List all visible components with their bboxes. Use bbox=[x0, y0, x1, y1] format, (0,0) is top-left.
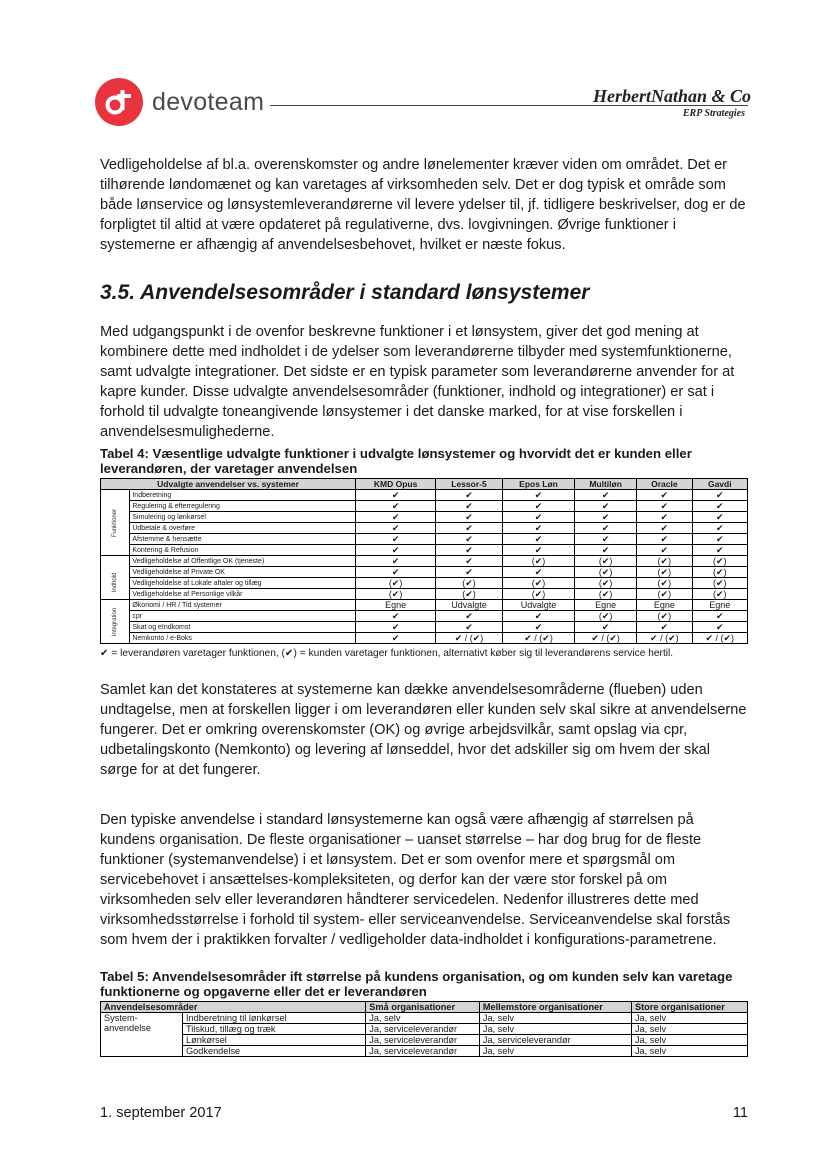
table5-caption: Tabel 5: Anvendelsesområder ift størrelse på kundens organisation, og om kunden selv kan varetage funktionerne og opgaverne eller det er leverandøren bbox=[100, 969, 733, 999]
table5-row bbox=[101, 1035, 748, 1046]
table4-cell: ✔ bbox=[356, 523, 436, 534]
table4-cell: (✔) bbox=[575, 589, 637, 600]
table4-cell: ✔ bbox=[356, 490, 436, 501]
table4-cell: ✔ bbox=[502, 523, 574, 534]
table4-cell: (✔) bbox=[692, 556, 747, 567]
table5-header: Anvendelsesområder bbox=[101, 1002, 366, 1013]
table4-cell: ✔ bbox=[575, 501, 637, 512]
table4-row-label: Kontering & Refusion bbox=[130, 545, 356, 556]
table4-cell: ✔ bbox=[436, 611, 503, 622]
section-heading: 3.5. Anvendelsesområder i standard lønsystemer bbox=[100, 281, 590, 304]
table4-cell: (✔) bbox=[637, 589, 692, 600]
table4-cell: ✔ bbox=[692, 512, 747, 523]
table4-header: Lessor-5 bbox=[436, 479, 503, 490]
table4-row-label: cpr bbox=[130, 611, 356, 622]
table4-cell: (✔) bbox=[502, 556, 574, 567]
table5-header: Små organisationer bbox=[366, 1002, 480, 1013]
table4-group-label: Funktioner bbox=[101, 490, 130, 556]
table4-cell: ✔ bbox=[502, 490, 574, 501]
table4-header: Oracle bbox=[637, 479, 692, 490]
table4-cell: ✔ bbox=[356, 556, 436, 567]
table4-cell: ✔ bbox=[436, 622, 503, 633]
table4-header: KMD Opus bbox=[356, 479, 436, 490]
table4-cell: ✔ bbox=[436, 501, 503, 512]
table4-row bbox=[101, 512, 748, 523]
table4-row bbox=[101, 567, 748, 578]
table4-row bbox=[101, 611, 748, 622]
table5-cell: Ja, selv bbox=[479, 1013, 631, 1024]
table4-cell: ✔ bbox=[436, 534, 503, 545]
table5-group-label: System-anvendelse bbox=[101, 1013, 183, 1057]
table4-cell: Egne bbox=[637, 600, 692, 611]
table4-cell: ✔ bbox=[436, 490, 503, 501]
table5-row-label: Tilskud, tillæg og træk bbox=[183, 1024, 366, 1035]
table4-row-label: Simulering og lønkørsel bbox=[130, 512, 356, 523]
table4-cell: (✔) bbox=[637, 556, 692, 567]
table4-cell: ✔ bbox=[692, 490, 747, 501]
table4-cell: ✔ bbox=[436, 545, 503, 556]
table4-cell: (✔) bbox=[692, 589, 747, 600]
table5-cell: Ja, serviceleverandør bbox=[366, 1024, 480, 1035]
table4-cell: (✔) bbox=[692, 578, 747, 589]
table5-row bbox=[101, 1046, 748, 1057]
table4-cell: ✔ bbox=[502, 534, 574, 545]
table4-cell: ✔ bbox=[637, 512, 692, 523]
table5-header-row bbox=[101, 1002, 748, 1013]
table4-cell: (✔) bbox=[575, 578, 637, 589]
table4-header: Multiløn bbox=[575, 479, 637, 490]
devoteam-logo-text: devoteam bbox=[152, 88, 265, 116]
table4-cell: ✔ bbox=[436, 512, 503, 523]
table4-row bbox=[101, 589, 748, 600]
table5-row-label: Indberetning til lønkørsel bbox=[183, 1013, 366, 1024]
table4-cell: ✔ bbox=[637, 622, 692, 633]
table4-header-row bbox=[101, 479, 748, 490]
partner-tagline: ERP Strategies bbox=[682, 108, 745, 119]
table4-row bbox=[101, 633, 748, 644]
table5-cell: Ja, selv bbox=[631, 1024, 747, 1035]
table4-cell: ✔ bbox=[356, 611, 436, 622]
table4-cell: ✔ bbox=[575, 512, 637, 523]
table4-cell: Egne bbox=[356, 600, 436, 611]
table4-cell: (✔) bbox=[436, 589, 503, 600]
devoteam-logo-icon bbox=[95, 78, 143, 126]
table4-row-label: Vedligeholdelse af Lokale aftaler og tillæg bbox=[130, 578, 356, 589]
table4-cell: ✔ bbox=[356, 567, 436, 578]
table5-cell: Ja, serviceleverandør bbox=[366, 1046, 480, 1057]
table4-cell: ✔ / (✔) bbox=[575, 633, 637, 644]
table5-cell: Ja, selv bbox=[479, 1046, 631, 1057]
table4-cell: ✔ bbox=[692, 622, 747, 633]
table4-cell: (✔) bbox=[637, 578, 692, 589]
table4-cell: ✔ bbox=[502, 567, 574, 578]
table4-cell: Egne bbox=[575, 600, 637, 611]
paragraph-usage: Med udgangspunkt i de ovenfor beskrevne funktioner i et lønsystem, giver det god mening at kombinere dette med indholdet i de ydelser som leverandørerne tilbyder med systemfunktionerne, samt udvalgte integrationer. Det sidste er en typisk parameter som leverandørerne anvender for at kapre kunder. Disse udvalgte anvendelsesområder (funktioner, indhold og integrationer) er sat i forhold til udvalgte toneangivende lønsystemer i det danske marked, for at vise forskellen i anvendelsesmulighederne. bbox=[100, 324, 735, 440]
table4-cell: ✔ bbox=[575, 490, 637, 501]
table5-cell: Ja, serviceleverandør bbox=[366, 1035, 480, 1046]
table5-header: Mellemstore organisationer bbox=[479, 1002, 631, 1013]
table4-cell: ✔ bbox=[502, 501, 574, 512]
table4-cell: ✔ bbox=[692, 545, 747, 556]
table4-cell: ✔ bbox=[575, 534, 637, 545]
table4-cell: ✔ bbox=[436, 556, 503, 567]
table4-header: Gavdi bbox=[692, 479, 747, 490]
table4-cell: ✔ bbox=[637, 501, 692, 512]
table4-cell: (✔) bbox=[692, 567, 747, 578]
table4-cell: ✔ bbox=[502, 611, 574, 622]
table4-cell: ✔ bbox=[637, 523, 692, 534]
table4-cell: Udvalgte bbox=[502, 600, 574, 611]
table4-row-label: Afstemme & hensætte bbox=[130, 534, 356, 545]
table5 bbox=[100, 1001, 748, 1057]
table5-cell: Ja, serviceleverandør bbox=[479, 1035, 631, 1046]
table4-cell: ✔ bbox=[575, 523, 637, 534]
table4-row bbox=[101, 556, 748, 567]
table4-cell: (✔) bbox=[575, 611, 637, 622]
table4 bbox=[100, 478, 748, 644]
table5-row-label: Godkendelse bbox=[183, 1046, 366, 1057]
table4-cell: ✔ / (✔) bbox=[502, 633, 574, 644]
table4-cell: ✔ bbox=[692, 611, 747, 622]
table4-row bbox=[101, 545, 748, 556]
table4-row-label: Indberetning bbox=[130, 490, 356, 501]
table4-row-label: Vedligeholdelse af Private OK bbox=[130, 567, 356, 578]
table4-row-label: Økonomi / HR / Tid systemer bbox=[130, 600, 356, 611]
paragraph-org-size: Den typiske anvendelse i standard lønsystemerne kan også være afhængig af størrelsen på kundens organisation. De fleste organisationer – uanset størrelse – har dog brug for de fleste funktioner (systemanvendelse) i et lønsystem. Det er som ovenfor mere et spørgsmål om servicebehovet i ansættelses-kompleksiteten, og derfor kan der være stor forskel på om virksomheden selv eller leverandøren håndterer servicedelen. Nedenfor illustreres dette med virksomhedsstørrelse i forhold til system- eller serviceanvendelse. Serviceanvendelse skal forstås som hvem der i praktikken forvalter / vedligeholder data-indholdet i konfigurations-parametrene. bbox=[100, 812, 731, 948]
table4-cell: ✔ / (✔) bbox=[692, 633, 747, 644]
table4-cell: ✔ bbox=[692, 534, 747, 545]
table4-row bbox=[101, 622, 748, 633]
table4-cell: ✔ bbox=[436, 523, 503, 534]
table4-row bbox=[101, 490, 748, 501]
paragraph-conclusion: Samlet kan det konstateres at systemerne kan dække anvendelsesområderne (flueben) uden undtagelse, men at forskellen ligger i om leverandøren eller kunden selv skal sikre at anvendelserne fungerer. Det er omkring overenskomster (OK) og øvrige arbejdsvilkår, samt opslag via cpr, udbetalingskonto (Nemkonto) og levering af lønseddel, hvor det adskiller sig om hvem der skal sørge for at det fungerer. bbox=[100, 682, 747, 778]
table4-cell: ✔ bbox=[356, 545, 436, 556]
table5-row-label: Lønkørsel bbox=[183, 1035, 366, 1046]
table4-cell: ✔ bbox=[575, 622, 637, 633]
table4-cell: ✔ bbox=[356, 501, 436, 512]
partner-logo: HerbertNathan & Co bbox=[592, 86, 751, 106]
paragraph-intro: Vedligeholdelse af bl.a. overenskomster og andre lønelementer kræver viden om området. Det er tilhørende løndomænet og kan varetages af virksomheden selv. Det er dog typisk et område som både lønservice og lønsystemleverandørerne vil levere ydelser til, jf. tidligere beskrivelser, dog er de forpligtet til altid at være opdateret på regulativerne, dvs. lovgivningen. Øvrige funktioner i systemerne er afhængig af anvendelsesbehovet, hvilket er næste fokus. bbox=[100, 157, 746, 253]
table4-cell: ✔ bbox=[502, 622, 574, 633]
table4-cell: ✔ bbox=[356, 633, 436, 644]
table4-cell: ✔ bbox=[436, 567, 503, 578]
table4-cell: (✔) bbox=[502, 578, 574, 589]
table4-cell: Egne bbox=[692, 600, 747, 611]
table5-cell: Ja, selv bbox=[479, 1024, 631, 1035]
table4-row bbox=[101, 578, 748, 589]
table4-cell: ✔ / (✔) bbox=[436, 633, 503, 644]
table5-row bbox=[101, 1024, 748, 1035]
table5-cell: Ja, selv bbox=[631, 1035, 747, 1046]
table4-cell: ✔ bbox=[356, 512, 436, 523]
table4-cell: ✔ bbox=[637, 534, 692, 545]
table4-row bbox=[101, 534, 748, 545]
table4-cell: ✔ bbox=[692, 523, 747, 534]
table4-row-label: Vedligeholdelse af Offentlige OK (tjeneste) bbox=[130, 556, 356, 567]
table4-row bbox=[101, 523, 748, 534]
table4-cell: Udvalgte bbox=[436, 600, 503, 611]
table4-cell: (✔) bbox=[575, 556, 637, 567]
table4-cell: (✔) bbox=[637, 567, 692, 578]
table5-cell: Ja, selv bbox=[366, 1013, 480, 1024]
table5-cell: Ja, selv bbox=[631, 1046, 747, 1057]
table4-row-label: Skat og eIndkomst bbox=[130, 622, 356, 633]
table4-cell: ✔ bbox=[502, 545, 574, 556]
table4-cell: (✔) bbox=[637, 611, 692, 622]
table4-cell: ✔ bbox=[356, 622, 436, 633]
table4-cell: ✔ bbox=[692, 501, 747, 512]
table4-row bbox=[101, 501, 748, 512]
page-number: 11 bbox=[732, 1105, 748, 1121]
table4-cell: ✔ bbox=[502, 512, 574, 523]
table4-caption: Tabel 4: Væsentlige udvalgte funktioner i udvalgte lønsystemer og hvorvidt det er kunden eller leverandøren, der varetager anvendelsen bbox=[100, 446, 692, 476]
table4-row-label: Udbetale & overføre bbox=[130, 523, 356, 534]
footer-date: 1. september 2017 bbox=[100, 1105, 222, 1121]
table5-header: Store organisationer bbox=[631, 1002, 747, 1013]
table4-cell: ✔ bbox=[356, 534, 436, 545]
table4-cell: (✔) bbox=[356, 578, 436, 589]
table5-cell: Ja, selv bbox=[631, 1013, 747, 1024]
table4-cell: ✔ bbox=[575, 545, 637, 556]
table4-legend-note: ✔ = leverandøren varetager funktionen, (✔) = kunden varetager funktionen, alternativt køber sig til leverandørens service hertil. bbox=[100, 648, 674, 659]
table4-cell: (✔) bbox=[356, 589, 436, 600]
table4-row-label: Nemkonto / e-Boks bbox=[130, 633, 356, 644]
table5-row bbox=[101, 1013, 748, 1024]
table4-cell: (✔) bbox=[575, 567, 637, 578]
table4-cell: ✔ / (✔) bbox=[637, 633, 692, 644]
table4-row-label: Vedligeholdelse af Personlige vilkår bbox=[130, 589, 356, 600]
table4-row-label: Regulering & efterregulering bbox=[130, 501, 356, 512]
table4-row bbox=[101, 600, 748, 611]
table4-cell: ✔ bbox=[637, 545, 692, 556]
table4-cell: (✔) bbox=[502, 589, 574, 600]
table4-group-label: Integration bbox=[101, 600, 130, 644]
table4-header: Epos Løn bbox=[502, 479, 574, 490]
table4-group-label: Indhold bbox=[101, 556, 130, 600]
table4-cell: (✔) bbox=[436, 578, 503, 589]
table4-cell: ✔ bbox=[637, 490, 692, 501]
table4-header: Udvalgte anvendelser vs. systemer bbox=[101, 479, 356, 490]
